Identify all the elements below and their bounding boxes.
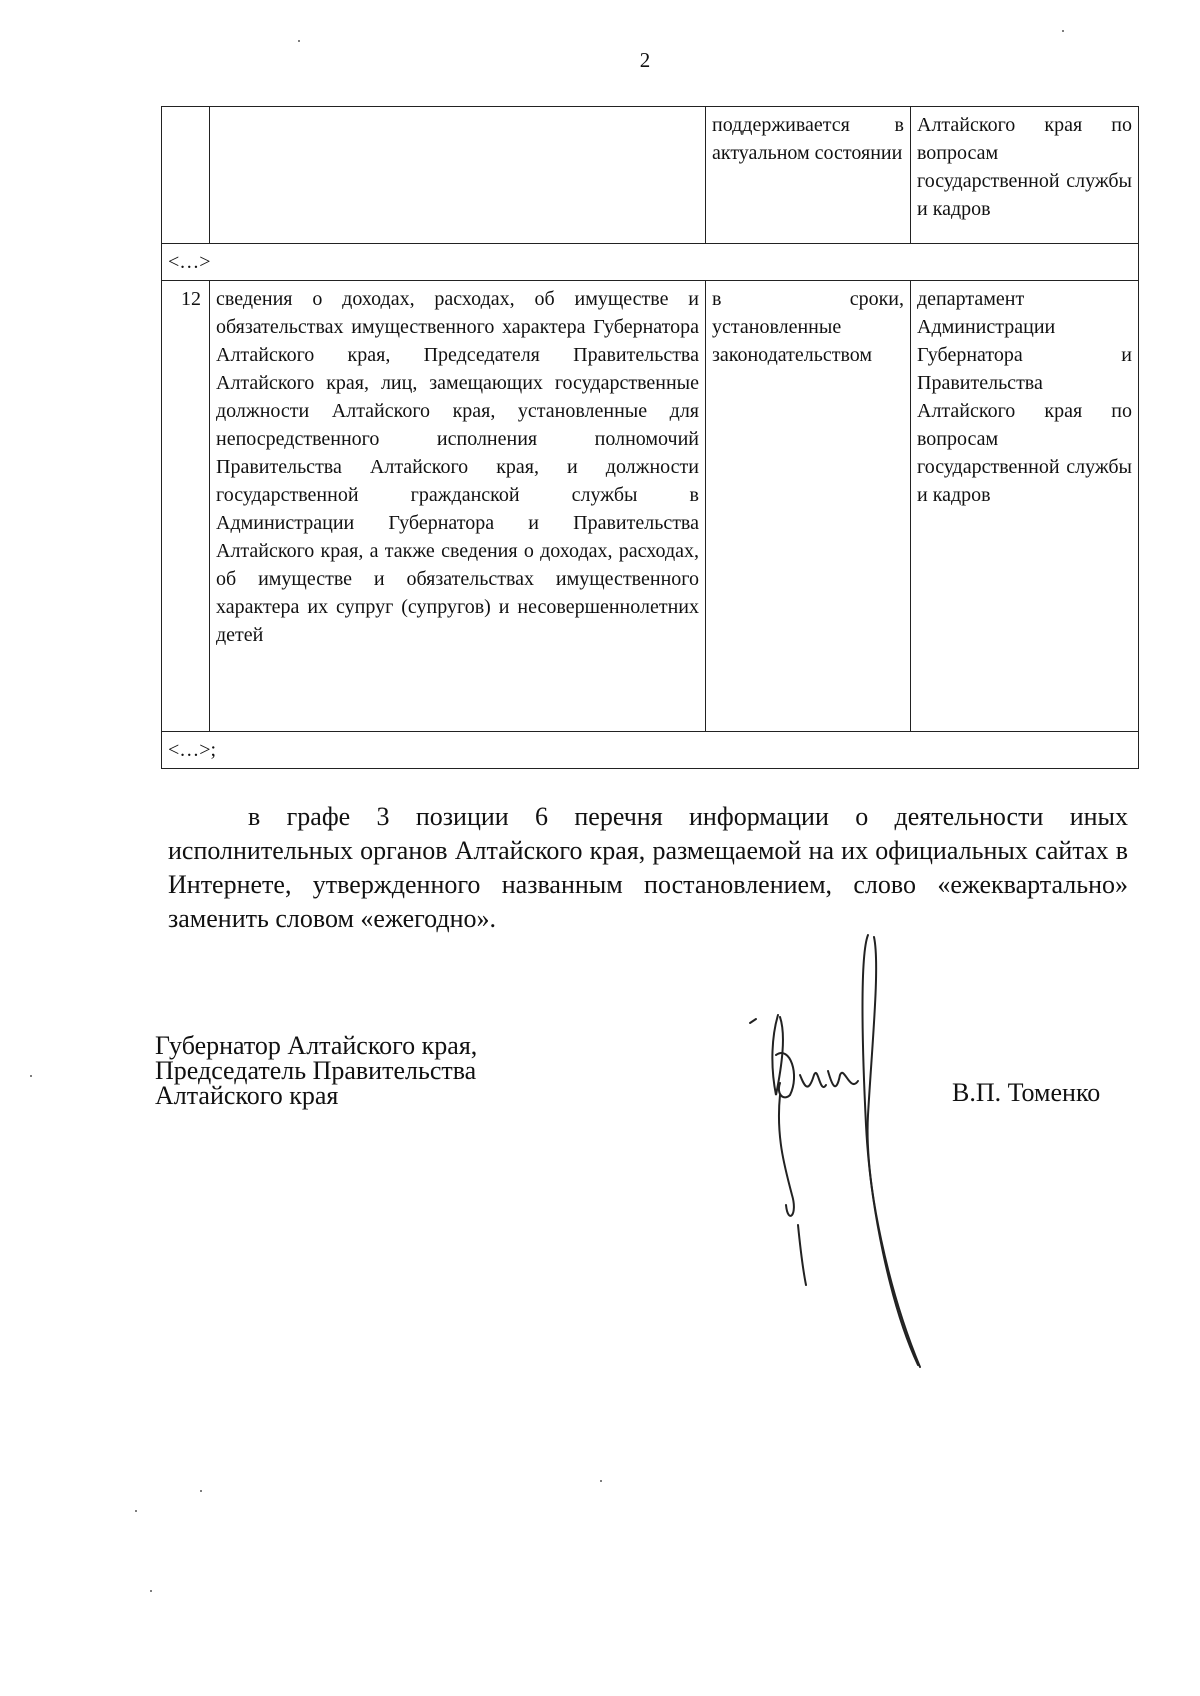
responsible-cell: Алтайского края по вопросам государственной службы и кадров [911, 107, 1139, 244]
table-row-ellipsis [162, 732, 1139, 769]
table-row [162, 107, 1139, 244]
document-table [161, 106, 1139, 769]
amendment-paragraph: в графе 3 позиции 6 перечня информации о деятельности иных исполнительных органов Алтайского края, размещаемой на их официальных сайтах в Интернете, утвержденного названным постановлением, слово «ежеквартально» заменить словом «ежегодно». [168, 802, 1128, 933]
table-row-ellipsis [162, 244, 1139, 281]
signature-title-line: Губернатор Алтайского края, [155, 1031, 478, 1060]
info-name-cell: сведения о доходах, расходах, об имуществе и обязательствах имущественного характера Губернатора Алтайского края, Председателя Правительства Алтайского края, лиц, замещающих государственные должности Алтайского края, установленные для непосредственного исполнения полномочий Правительства Алтайского края, и должности государственной гражданской службы в Администрации Губернатора и Правительства Алтайского края, а также сведения о доходах, расходах, об имуществе и обязательствах имущественного характера их супруг (супругов) и несовершеннолетних детей [210, 281, 706, 732]
responsible-cell: департамент Администрации Губернатора и Правительства Алтайского края по вопросам государственной службы и кадров [911, 281, 1139, 732]
page-number: 2 [639, 48, 651, 72]
table-row [162, 281, 1139, 732]
signature-title [155, 1033, 477, 1108]
deadline-cell: поддерживается в актуальном состоянии [706, 107, 911, 244]
scan-speck [30, 1075, 32, 1077]
handwritten-signature [740, 925, 940, 1385]
signature-title-line: Алтайского края [155, 1081, 339, 1110]
scan-speck [1062, 30, 1064, 32]
signature-name: В.П. Томенко [952, 1078, 1101, 1107]
signature-title-line: Председатель Правительства [155, 1056, 477, 1085]
scan-speck [600, 1480, 602, 1482]
info-name-cell [210, 107, 706, 244]
row-number-cell: 12 [162, 281, 210, 732]
scan-speck [150, 1590, 152, 1592]
scan-speck [135, 1510, 137, 1512]
deadline-cell: в сроки, установленные законодательством [706, 281, 911, 732]
row-number-cell [162, 107, 210, 244]
scan-speck [200, 1490, 202, 1492]
ellipsis-cell: <…>; [162, 732, 1139, 769]
ellipsis-cell: <…> [162, 244, 1139, 281]
scan-speck [298, 40, 300, 42]
